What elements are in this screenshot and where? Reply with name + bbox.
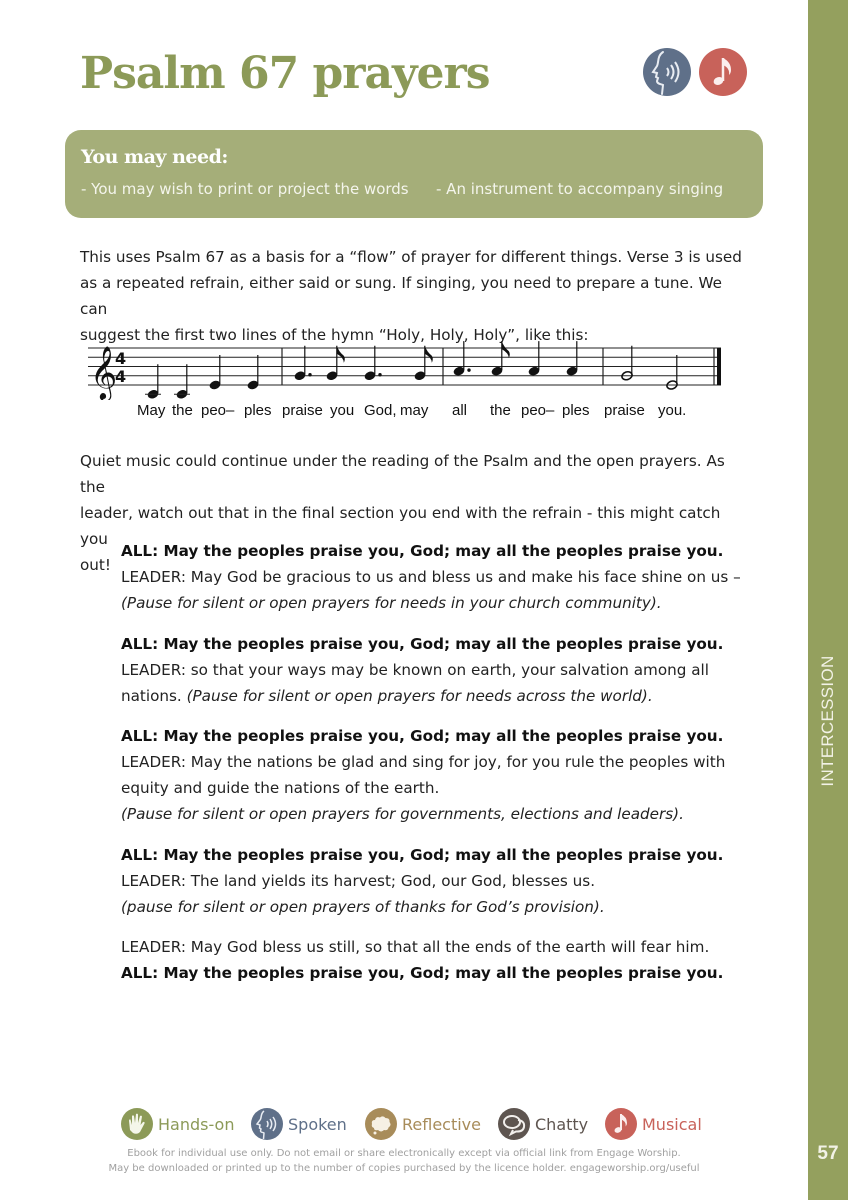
legend-label: Chatty: [535, 1114, 589, 1134]
legend-label: Spoken: [288, 1114, 347, 1134]
all-response: ALL: May the peoples praise you, God; may all the peoples praise you.: [121, 542, 724, 560]
legend-label: Hands-on: [158, 1114, 235, 1134]
lyric-syllable: May: [137, 402, 166, 419]
lyric-syllable: ples: [562, 402, 590, 419]
pause-instruction: (Pause for silent or open prayers for needs across the world).: [186, 687, 653, 705]
legend-label: Musical: [642, 1114, 702, 1134]
leader-line: LEADER: May God be gracious to us and bless us and make his face shine on us –: [121, 568, 741, 586]
prayer-block: [121, 723, 761, 827]
footer-licence-line: May be downloaded or printed up to the number of copies purchased by the licence holder. engageworship.org/useful: [108, 1163, 700, 1174]
music-staff: [85, 338, 730, 400]
need-item: - You may wish to print or project the words: [81, 180, 409, 198]
lyric-syllable: the: [490, 402, 511, 419]
music-note: [528, 341, 540, 376]
page-number: 57: [817, 1143, 839, 1164]
lyric-syllable: may: [400, 402, 429, 419]
spoken-icon: [251, 1108, 283, 1140]
you-may-need-heading: You may need:: [81, 146, 228, 168]
lyric-syllable: peo–: [201, 402, 235, 419]
spoken-icon: [643, 48, 691, 96]
lyric-syllable: the: [172, 402, 193, 419]
guidance-line: Quiet music could continue under the reading of the Psalm and the open prayers. As the: [80, 452, 725, 496]
music-note: [566, 341, 578, 376]
music-note: [209, 355, 221, 390]
section-tab: [808, 654, 848, 787]
music-note-icon: [605, 1108, 637, 1140]
leader-line-continued: [121, 683, 761, 709]
all-response: ALL: May the peoples praise you, God; may all the peoples praise you.: [121, 846, 724, 864]
section-tab-label: INTERCESSION: [818, 654, 837, 787]
intro-paragraph: [80, 244, 750, 348]
footer-licence-line: Ebook for individual use only. Do not email or share electronically except via official link from Engage Worship.: [127, 1148, 681, 1159]
intro-line: suggest the first two lines of the hymn “Holy, Holy, Holy”, like this:: [80, 326, 589, 344]
all-response: ALL: May the peoples praise you, God; may all the peoples praise you.: [121, 635, 724, 653]
section-sidebar: [808, 0, 848, 1200]
legend-item-spoken: [251, 1108, 347, 1140]
you-may-need-box: [65, 130, 763, 218]
thought-bubble-icon: [365, 1108, 397, 1140]
lyric-syllable: ples: [244, 402, 272, 419]
pause-instruction: (pause for silent or open prayers of thanks for God’s provision).: [121, 898, 605, 916]
music-note: [247, 355, 259, 390]
music-note: [145, 364, 161, 399]
legend-item-chatty: [498, 1108, 588, 1140]
lyric-syllable: praise: [604, 402, 645, 419]
pause-instruction: (Pause for silent or open prayers for needs in your church community).: [121, 594, 662, 612]
all-response: ALL: May the peoples praise you, God; may all the peoples praise you.: [121, 727, 724, 745]
legend-item-hands-on: [121, 1108, 234, 1140]
lyric-syllable: peo–: [521, 402, 555, 419]
pause-instruction: (Pause for silent or open prayers for governments, elections and leaders).: [121, 805, 684, 823]
time-signature-bottom: 4: [115, 367, 127, 386]
leader-line: LEADER: so that your ways may be known on earth, your salvation among all: [121, 661, 709, 679]
hand-icon: [121, 1108, 153, 1140]
musical-icon: [699, 48, 747, 96]
music-note: [364, 346, 382, 381]
all-response: ALL: May the peoples praise you, God; may all the peoples praise you.: [121, 964, 724, 982]
page-title: Psalm 67 prayers: [80, 48, 490, 99]
need-item: - An instrument to accompany singing: [436, 180, 724, 198]
intro-line: This uses Psalm 67 as a basis for a “flow” of prayer for different things. Verse 3 is used: [80, 248, 742, 266]
legend-item-reflective: [365, 1108, 481, 1140]
prayer-block: [121, 842, 761, 920]
chat-bubbles-icon: [498, 1108, 530, 1140]
legend-label: Reflective: [402, 1114, 481, 1134]
music-note: [294, 346, 312, 381]
treble-clef-icon: 𝄞: [90, 345, 118, 399]
lyric-syllable: all: [452, 402, 468, 419]
lyric-syllable: you: [330, 402, 355, 419]
leader-continuation: equity and guide the nations of the earth.: [121, 779, 440, 797]
leader-continuation: nations.: [121, 687, 187, 705]
time-signature-top: 4: [115, 349, 127, 368]
music-note: [491, 341, 510, 376]
intro-line: as a repeated refrain, either said or sung. If singing, you need to prepare a tune. We can: [80, 274, 722, 318]
guidance-line: out!: [80, 556, 111, 574]
music-note: [174, 364, 190, 399]
leader-line: LEADER: The land yields its harvest; God, our God, blesses us.: [121, 872, 596, 890]
prayer-block: [121, 538, 761, 616]
legend-item-musical: [605, 1108, 702, 1140]
guidance-line: leader, watch out that in the final section you end with the refrain - this might catch you: [80, 504, 721, 548]
final-barline-thick: [717, 348, 721, 385]
leader-line: LEADER: May God bless us still, so that all the ends of the earth will fear him.: [121, 938, 710, 956]
lyric-syllable: God,: [364, 402, 397, 419]
lyric-syllable: you.: [658, 402, 687, 419]
prayer-block: [121, 934, 761, 986]
music-note: [453, 341, 471, 376]
prayer-block: [121, 631, 761, 709]
lyric-syllable: praise: [282, 402, 323, 419]
leader-line: LEADER: May the nations be glad and sing for joy, for you rule the peoples with: [121, 753, 726, 771]
